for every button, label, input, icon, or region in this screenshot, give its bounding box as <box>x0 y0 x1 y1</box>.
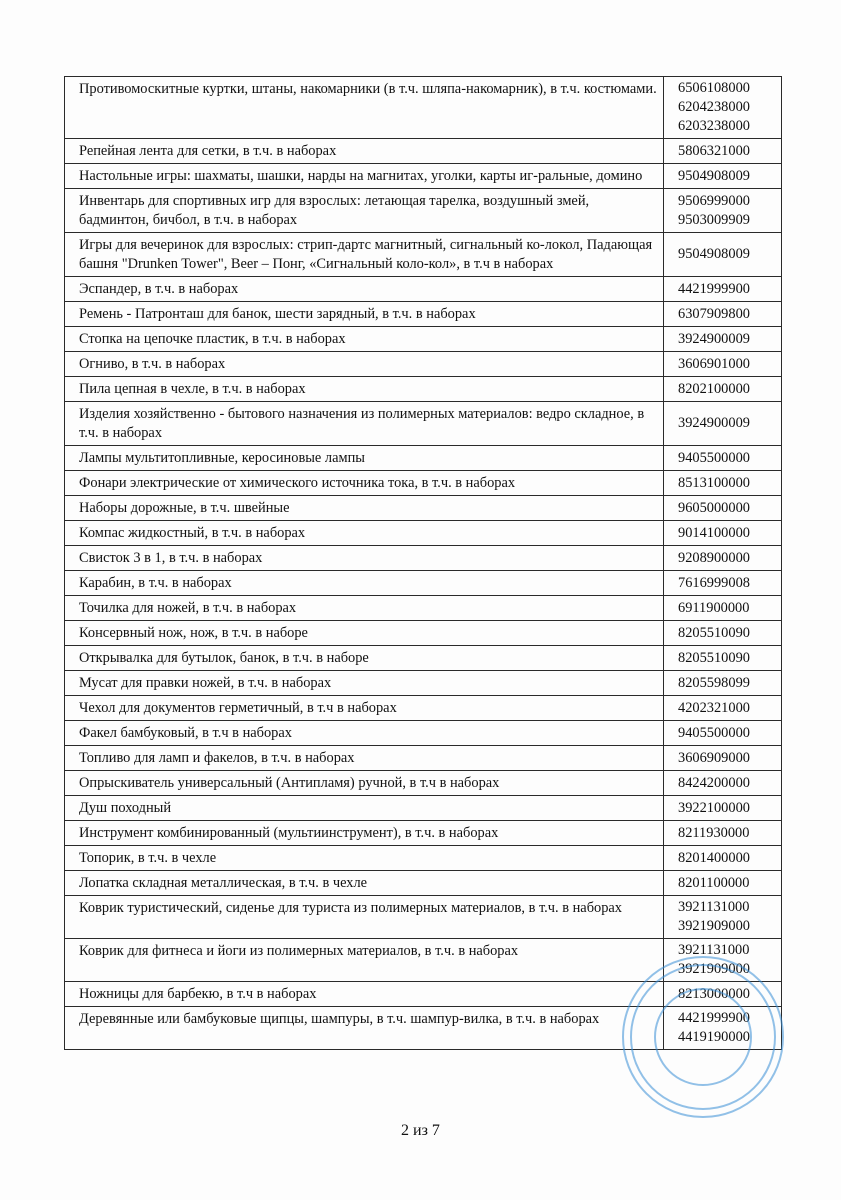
table-row <box>65 846 782 871</box>
item-description: Чехол для документов герметичный, в т.ч в наборах <box>65 696 664 721</box>
item-description: Топливо для ламп и факелов, в т.ч. в наборах <box>65 746 664 771</box>
tn-ved-codes <box>664 646 782 671</box>
tn-ved-code: 8201400000 <box>678 849 750 866</box>
tn-ved-code: 3921909000 <box>678 918 750 934</box>
tn-ved-codes <box>664 189 782 233</box>
tn-ved-codes <box>664 671 782 696</box>
item-description: Эспандер, в т.ч. в наборах <box>65 277 664 302</box>
tn-ved-code: 8205510090 <box>678 649 750 666</box>
item-description: Коврик туристический, сиденье для туриста из полимерных материалов, в т.ч. в наборах <box>65 896 664 939</box>
table-row <box>65 377 782 402</box>
tn-ved-codes <box>664 746 782 771</box>
table-row <box>65 796 782 821</box>
table-row <box>65 721 782 746</box>
table-row <box>65 327 782 352</box>
tn-ved-code: 9014100000 <box>678 524 750 541</box>
table-row <box>65 696 782 721</box>
tn-ved-code: 6307909800 <box>678 305 750 322</box>
table-row <box>65 939 782 982</box>
tn-ved-code: 8205598099 <box>678 674 750 691</box>
tn-ved-codes <box>664 846 782 871</box>
tn-ved-codes <box>664 982 782 1007</box>
item-description: Инструмент комбинированный (мультиинструмент), в т.ч. в наборах <box>65 821 664 846</box>
item-description: Топорик, в т.ч. в чехле <box>65 846 664 871</box>
table-row <box>65 1007 782 1050</box>
tn-ved-codes <box>664 471 782 496</box>
item-description: Пила цепная в чехле, в т.ч. в наборах <box>65 377 664 402</box>
table-row <box>65 596 782 621</box>
table-row <box>65 277 782 302</box>
tn-ved-code: 8424200000 <box>678 774 750 791</box>
tn-ved-codes <box>664 721 782 746</box>
table-row <box>65 671 782 696</box>
table-row <box>65 164 782 189</box>
item-description: Консервный нож, нож, в т.ч. в наборе <box>65 621 664 646</box>
tn-ved-codes <box>664 164 782 189</box>
tn-ved-code: 9503009909 <box>678 211 750 228</box>
tn-ved-code: 9506999000 <box>678 192 750 209</box>
table-row <box>65 771 782 796</box>
tn-ved-codes <box>664 521 782 546</box>
tn-ved-code: 3921131000 <box>678 899 750 915</box>
table-row <box>65 352 782 377</box>
tn-ved-code: 9405500000 <box>678 449 750 466</box>
tn-ved-code: 4421999900 <box>678 280 750 297</box>
tn-ved-code: 9504908009 <box>678 246 750 262</box>
tn-ved-codes <box>664 821 782 846</box>
item-description: Ремень - Патронташ для банок, шести зарядный, в т.ч. в наборах <box>65 302 664 327</box>
item-description: Противомоскитные куртки, штаны, накомарники (в т.ч. шляпа-накомарник), в т.ч. костюмами. <box>65 77 664 139</box>
item-description: Факел бамбуковый, в т.ч в наборах <box>65 721 664 746</box>
tn-ved-codes <box>664 233 782 277</box>
table-row <box>65 546 782 571</box>
goods-table <box>64 76 782 1050</box>
tn-ved-code: 6506108000 <box>678 80 750 96</box>
table-row <box>65 496 782 521</box>
item-description: Фонари электрические от химического источника тока, в т.ч. в наборах <box>65 471 664 496</box>
tn-ved-code: 8513100000 <box>678 474 750 491</box>
table-row <box>65 821 782 846</box>
item-description: Ножницы для барбекю, в т.ч в наборах <box>65 982 664 1007</box>
tn-ved-code: 8202100000 <box>678 380 750 397</box>
item-description: Лампы мультитопливные, керосиновые лампы <box>65 446 664 471</box>
tn-ved-code: 9405500000 <box>678 724 750 741</box>
tn-ved-code: 8213000000 <box>678 985 750 1002</box>
tn-ved-codes <box>664 496 782 521</box>
table-row <box>65 77 782 139</box>
item-description: Игры для вечеринок для взрослых: стрип-дартс магнитный, сигнальный ко-локол, Падающая башня "Drunken Tower", Beer – Понг, «Сигнальный коло-кол», в т.ч в наборах <box>65 233 664 277</box>
tn-ved-codes <box>664 377 782 402</box>
tn-ved-code: 3921909000 <box>678 961 750 977</box>
tn-ved-code: 6203238000 <box>678 118 750 134</box>
tn-ved-codes <box>664 871 782 896</box>
table-row <box>65 746 782 771</box>
tn-ved-code: 6911900000 <box>678 599 750 616</box>
tn-ved-codes <box>664 352 782 377</box>
table-row <box>65 471 782 496</box>
table-row <box>65 621 782 646</box>
item-description: Настольные игры: шахматы, шашки, нарды на магнитах, уголки, карты иг-ральные, домино <box>65 164 664 189</box>
tn-ved-code: 3921131000 <box>678 942 750 958</box>
page-number: 2 из 7 <box>401 1122 440 1139</box>
table-row <box>65 302 782 327</box>
item-description: Коврик для фитнеса и йоги из полимерных материалов, в т.ч. в наборах <box>65 939 664 982</box>
tn-ved-code: 8211930000 <box>678 824 750 841</box>
tn-ved-codes <box>664 896 782 939</box>
tn-ved-code: 4202321000 <box>678 699 750 716</box>
tn-ved-code: 4419190000 <box>678 1029 750 1045</box>
item-description: Компас жидкостный, в т.ч. в наборах <box>65 521 664 546</box>
table-row <box>65 446 782 471</box>
table-row <box>65 982 782 1007</box>
tn-ved-codes <box>664 771 782 796</box>
tn-ved-code: 7616999008 <box>678 574 750 591</box>
table-row <box>65 233 782 277</box>
tn-ved-codes <box>664 621 782 646</box>
tn-ved-code: 3924900009 <box>678 330 750 347</box>
table-row <box>65 402 782 446</box>
tn-ved-codes <box>664 302 782 327</box>
tn-ved-codes <box>664 402 782 446</box>
tn-ved-code: 9208900000 <box>678 549 750 566</box>
tn-ved-code: 9605000000 <box>678 499 750 516</box>
item-description: Открывалка для бутылок, банок, в т.ч. в наборе <box>65 646 664 671</box>
item-description: Огниво, в т.ч. в наборах <box>65 352 664 377</box>
tn-ved-codes <box>664 1007 782 1050</box>
item-description: Точилка для ножей, в т.ч. в наборах <box>65 596 664 621</box>
tn-ved-code: 3606901000 <box>678 355 750 372</box>
tn-ved-code: 6204238000 <box>678 99 750 115</box>
tn-ved-code: 9504908009 <box>678 167 750 184</box>
item-description: Мусат для правки ножей, в т.ч. в наборах <box>65 671 664 696</box>
item-description: Карабин, в т.ч. в наборах <box>65 571 664 596</box>
item-description: Деревянные или бамбуковые щипцы, шампуры, в т.ч. шампур-вилка, в т.ч. в наборах <box>65 1007 664 1050</box>
tn-ved-codes <box>664 939 782 982</box>
tn-ved-code: 8201100000 <box>678 874 750 891</box>
item-description: Наборы дорожные, в т.ч. швейные <box>65 496 664 521</box>
table-row <box>65 896 782 939</box>
tn-ved-codes <box>664 327 782 352</box>
table-row <box>65 871 782 896</box>
tn-ved-code: 5806321000 <box>678 142 750 159</box>
tn-ved-codes <box>664 139 782 164</box>
table-row <box>65 571 782 596</box>
item-description: Изделия хозяйственно - бытового назначения из полимерных материалов: ведро складное, в т.ч. в наборах <box>65 402 664 446</box>
item-description: Репейная лента для сетки, в т.ч. в наборах <box>65 139 664 164</box>
tn-ved-codes <box>664 277 782 302</box>
table-row <box>65 189 782 233</box>
tn-ved-codes <box>664 571 782 596</box>
table-row <box>65 521 782 546</box>
item-description: Лопатка складная металлическая, в т.ч. в чехле <box>65 871 664 896</box>
tn-ved-codes <box>664 596 782 621</box>
tn-ved-codes <box>664 77 782 139</box>
item-description: Опрыскиватель универсальный (Антипламя) ручной, в т.ч в наборах <box>65 771 664 796</box>
tn-ved-code: 3922100000 <box>678 799 750 816</box>
item-description: Инвентарь для спортивных игр для взрослых: летающая тарелка, воздушный змей, бадминтон, бичбол, в т.ч. в наборах <box>65 189 664 233</box>
table-row <box>65 646 782 671</box>
tn-ved-code: 8205510090 <box>678 624 750 641</box>
tn-ved-codes <box>664 546 782 571</box>
tn-ved-code: 3606909000 <box>678 749 750 766</box>
item-description: Свисток 3 в 1, в т.ч. в наборах <box>65 546 664 571</box>
item-description: Стопка на цепочке пластик, в т.ч. в наборах <box>65 327 664 352</box>
item-description: Душ походный <box>65 796 664 821</box>
table-row <box>65 139 782 164</box>
tn-ved-codes <box>664 696 782 721</box>
tn-ved-codes <box>664 796 782 821</box>
tn-ved-code: 4421999900 <box>678 1010 750 1026</box>
tn-ved-code: 3924900009 <box>678 415 750 431</box>
table-body <box>65 77 782 1050</box>
tn-ved-codes <box>664 446 782 471</box>
